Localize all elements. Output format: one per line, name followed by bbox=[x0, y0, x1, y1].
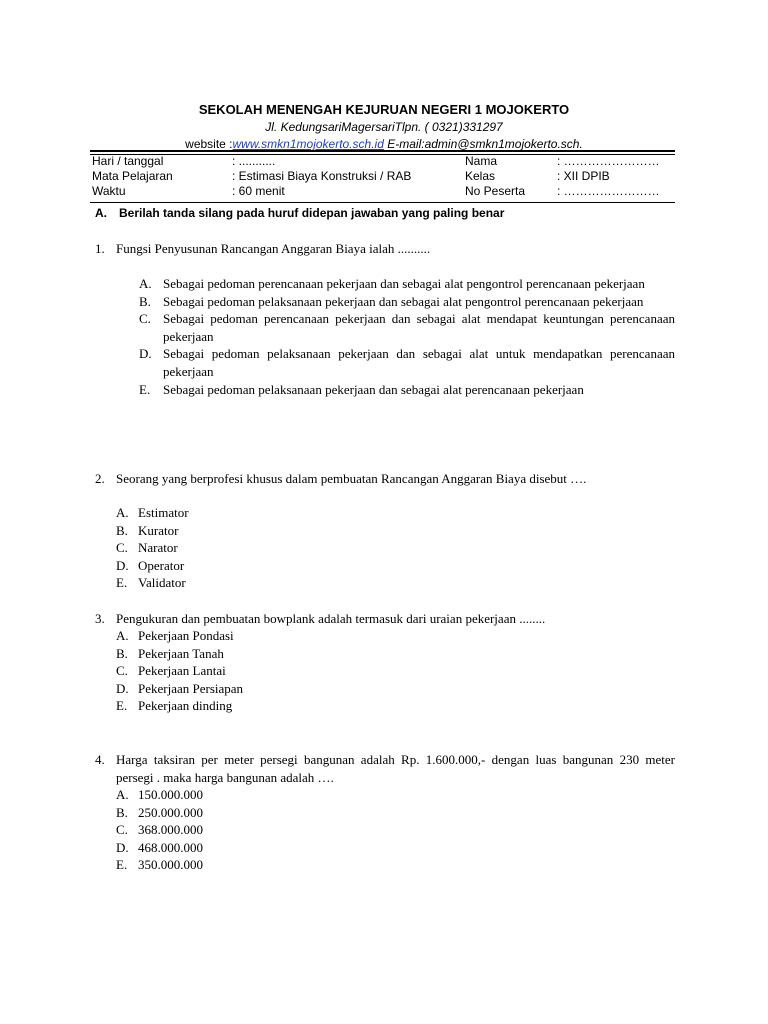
question-2-options bbox=[116, 504, 416, 592]
option-letter: E. bbox=[116, 857, 128, 873]
info-row-subject bbox=[92, 169, 672, 184]
option-letter: D. bbox=[116, 680, 129, 696]
info-row-time bbox=[92, 184, 672, 199]
option-e[interactable] bbox=[116, 856, 416, 874]
option-d[interactable] bbox=[116, 557, 416, 575]
option-letter: A. bbox=[139, 276, 152, 291]
header-divider-thick bbox=[90, 150, 675, 152]
option-letter: D. bbox=[139, 346, 152, 362]
question-number: 3. bbox=[95, 611, 105, 626]
option-letter: C. bbox=[116, 822, 128, 838]
option-c[interactable] bbox=[116, 539, 416, 557]
option-e[interactable] bbox=[116, 697, 416, 715]
option-text: Sebagai pedoman perencanaan pekerjaan dan sebagai alat mendapat keuntungan perencanaan pekerjaan bbox=[163, 311, 675, 344]
question-number: 2. bbox=[95, 471, 105, 486]
question-text: Pengukuran dan pembuatan bowplank adalah termasuk dari uraian pekerjaan ........ bbox=[116, 611, 546, 626]
option-letter: B. bbox=[139, 293, 151, 309]
option-c[interactable] bbox=[139, 310, 675, 345]
question-4-options bbox=[116, 786, 416, 874]
option-letter: B. bbox=[116, 645, 128, 661]
option-text: Estimator bbox=[138, 505, 189, 520]
option-e[interactable] bbox=[116, 574, 416, 592]
option-letter: E. bbox=[116, 698, 128, 714]
info-row-date bbox=[92, 154, 672, 169]
option-a[interactable] bbox=[139, 275, 675, 293]
identity-table bbox=[92, 154, 672, 199]
letterhead bbox=[0, 101, 768, 153]
date-value: : ........... bbox=[232, 154, 276, 168]
option-letter: B. bbox=[116, 804, 128, 820]
option-text: 368.000.000 bbox=[138, 822, 203, 838]
option-c[interactable] bbox=[116, 662, 416, 680]
option-letter: E. bbox=[139, 381, 151, 397]
option-b[interactable] bbox=[116, 645, 416, 663]
question-2 bbox=[95, 470, 675, 488]
option-letter: C. bbox=[139, 311, 151, 327]
website-label: website : bbox=[185, 137, 233, 151]
identity-table-divider bbox=[90, 202, 675, 203]
option-text: Kurator bbox=[138, 522, 179, 538]
option-b[interactable] bbox=[116, 804, 416, 822]
option-b[interactable] bbox=[139, 293, 675, 311]
class-label: Kelas bbox=[465, 169, 496, 183]
question-text: Fungsi Penyusunan Rancangan Anggaran Biaya ialah .......... bbox=[116, 241, 431, 256]
option-letter: D. bbox=[116, 839, 129, 855]
question-3-options bbox=[116, 627, 416, 715]
option-d[interactable] bbox=[116, 680, 416, 698]
option-text: Sebagai pedoman perencanaan pekerjaan dan sebagai alat pengontrol perencanaan pekerjaan bbox=[163, 276, 645, 291]
option-text: Narator bbox=[138, 540, 178, 556]
participant-number-label: No Peserta bbox=[465, 184, 526, 198]
option-text: Sebagai pedoman pelaksanaan pekerjaan dan sebagai alat untuk mendapatkan perencanaan pekerjaan bbox=[163, 346, 675, 379]
participant-number-value: : …………………… bbox=[557, 184, 660, 198]
option-text: Pekerjaan Lantai bbox=[138, 663, 226, 679]
name-label: Nama bbox=[465, 154, 498, 168]
option-letter: B. bbox=[116, 522, 128, 538]
option-text: 250.000.000 bbox=[138, 804, 203, 820]
option-letter: C. bbox=[116, 663, 128, 679]
question-4 bbox=[95, 751, 675, 787]
time-label: Waktu bbox=[92, 184, 126, 198]
option-text: Pekerjaan Pondasi bbox=[138, 628, 234, 643]
website-link[interactable]: www.smkn1mojokerto.sch.id bbox=[232, 137, 384, 151]
section-heading bbox=[95, 205, 504, 221]
name-value: : …………………… bbox=[557, 154, 660, 168]
question-number: 1. bbox=[95, 241, 105, 256]
section-letter: A. bbox=[95, 206, 107, 220]
class-value: : XII DPIB bbox=[557, 169, 610, 183]
option-a[interactable] bbox=[116, 627, 416, 645]
option-text: Operator bbox=[138, 557, 185, 573]
option-letter: D. bbox=[116, 557, 129, 573]
option-text: 468.000.000 bbox=[138, 839, 203, 855]
date-label: Hari / tanggal bbox=[92, 154, 164, 168]
option-b[interactable] bbox=[116, 522, 416, 540]
option-a[interactable] bbox=[116, 786, 416, 804]
school-name: SEKOLAH MENENGAH KEJURUAN NEGERI 1 MOJOKERTO bbox=[198, 102, 570, 117]
option-text: Sebagai pedoman pelaksanaan pekerjaan dan sebagai alat perencanaan pekerjaan bbox=[163, 381, 584, 397]
option-letter: A. bbox=[116, 505, 129, 520]
option-c[interactable] bbox=[116, 821, 416, 839]
option-letter: C. bbox=[116, 540, 128, 556]
option-text: 350.000.000 bbox=[138, 857, 203, 873]
option-letter: E. bbox=[116, 575, 128, 591]
option-e[interactable] bbox=[139, 381, 675, 399]
question-number: 4. bbox=[95, 752, 105, 767]
option-a[interactable] bbox=[116, 504, 416, 522]
option-d[interactable] bbox=[116, 839, 416, 857]
option-letter: A. bbox=[116, 628, 129, 643]
option-text: 150.000.000 bbox=[138, 787, 203, 802]
option-text: Pekerjaan Persiapan bbox=[138, 680, 244, 696]
option-text: Validator bbox=[138, 575, 186, 591]
option-text: Pekerjaan Tanah bbox=[138, 645, 224, 661]
question-text: Harga taksiran per meter persegi bangunan adalah Rp. 1.600.000,- dengan luas bangunan 230 meter persegi . maka harga bangunan adalah …. bbox=[116, 752, 675, 785]
option-text: Pekerjaan dinding bbox=[138, 698, 233, 714]
question-text: Seorang yang berprofesi khusus dalam pembuatan Rancangan Anggaran Biaya disebut …. bbox=[116, 471, 587, 486]
question-1 bbox=[95, 240, 675, 258]
email-text: E-mail:admin@smkn1mojokerto.sch. bbox=[383, 137, 583, 151]
question-1-options bbox=[139, 275, 675, 398]
time-value: : 60 menit bbox=[232, 184, 285, 198]
subject-label: Mata Pelajaran bbox=[92, 169, 173, 183]
subject-value: : Estimasi Biaya Konstruksi / RAB bbox=[232, 169, 412, 183]
school-address: Jl. KedungsariMagersariTlpn. ( 0321)331297 bbox=[265, 120, 503, 134]
option-text: Sebagai pedoman pelaksanaan pekerjaan dan sebagai alat pengontrol perencanaan pekerjaan bbox=[163, 293, 644, 309]
option-letter: A. bbox=[116, 787, 129, 802]
question-3 bbox=[95, 610, 675, 628]
option-d[interactable] bbox=[139, 345, 675, 380]
section-instruction: Berilah tanda silang pada huruf didepan jawaban yang paling benar bbox=[119, 206, 505, 220]
